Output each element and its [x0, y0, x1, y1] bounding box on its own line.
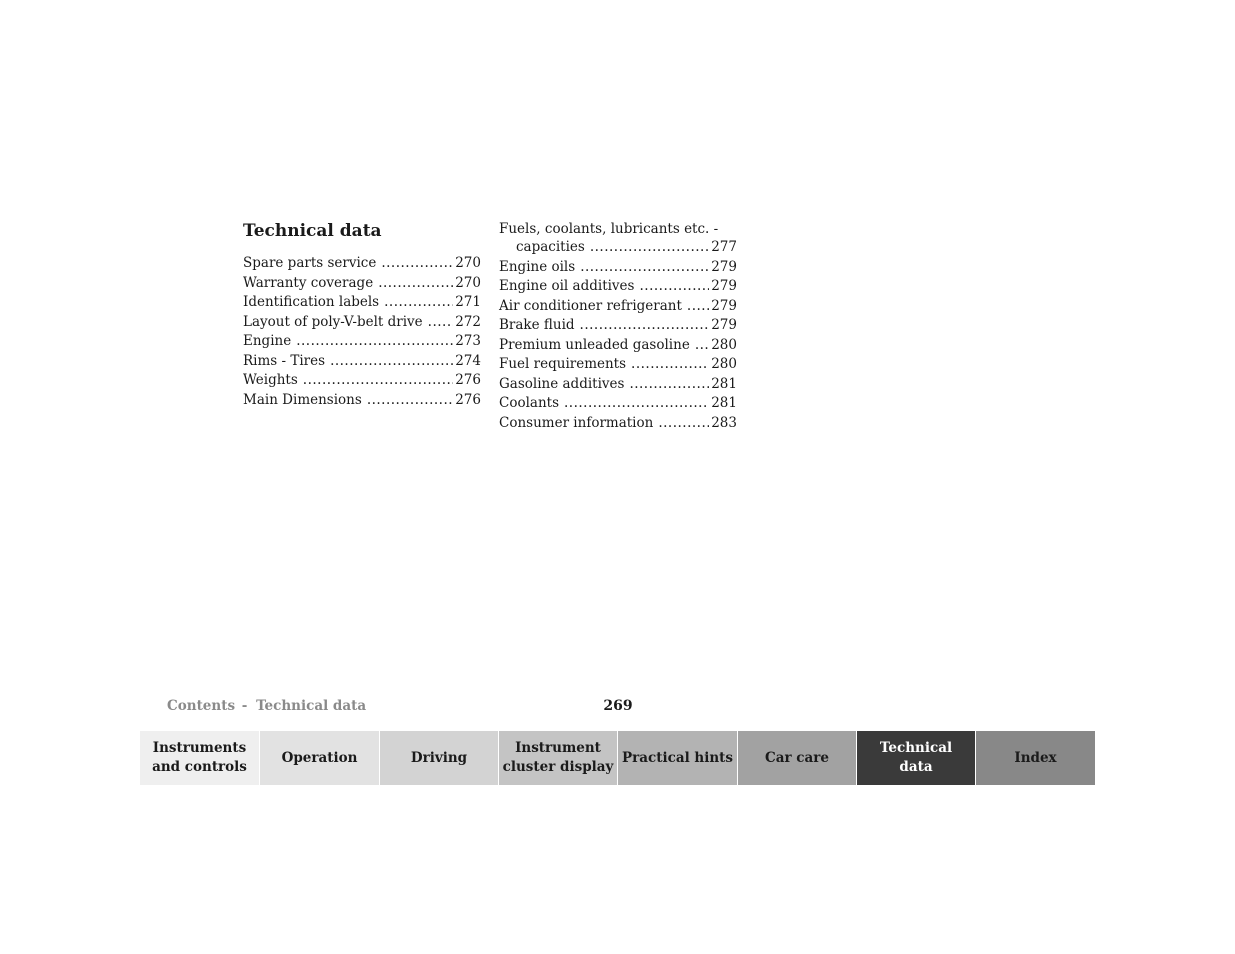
toc-entry-label: Spare parts service [243, 255, 377, 271]
toc-entry-label: Consumer information [499, 414, 654, 431]
breadcrumb [167, 698, 366, 714]
toc-entry-label: Rims - Tires [243, 352, 326, 369]
toc-leader-dots [330, 352, 453, 372]
tab-car-care[interactable] [738, 731, 857, 785]
toc-leader-dots [564, 394, 709, 414]
toc-entry-consumer-information[interactable] [499, 414, 737, 434]
toc-entry-weights[interactable] [243, 371, 481, 391]
page-number: 269 [603, 698, 633, 714]
toc-leader-dots [639, 277, 709, 297]
toc-entry-page: 281 [711, 375, 737, 392]
toc-entry-page: 279 [711, 278, 737, 294]
toc-leader-dots [658, 414, 709, 434]
toc-entry-page: 276 [455, 372, 481, 388]
toc-entry-label: Main Dimensions [243, 391, 362, 408]
tab-technical-data[interactable] [857, 731, 976, 785]
toc-leader-dots [378, 274, 453, 294]
tab-operation[interactable] [260, 731, 380, 785]
toc-leader-dots [428, 313, 454, 333]
tab-label: Car care [765, 749, 829, 766]
breadcrumb-current: Technical data [256, 698, 367, 714]
tab-practical-hints[interactable] [618, 731, 738, 785]
toc-entry-label: Coolants [499, 395, 559, 411]
toc-entry-page: 283 [711, 414, 737, 431]
toc-entry-fuel-requirements[interactable] [499, 355, 737, 375]
tab-label: Practical hints [622, 749, 733, 766]
toc-entry-air-conditioner-refrigerant[interactable] [499, 297, 737, 317]
toc-entry-spare-parts-service[interactable] [243, 254, 481, 274]
breadcrumb-separator: - [241, 698, 248, 714]
toc-leader-dots [580, 258, 709, 278]
toc-leader-dots [367, 391, 453, 411]
tab-index[interactable] [976, 731, 1095, 785]
toc-entry-warranty-coverage[interactable] [243, 274, 481, 294]
toc-entry-page: 276 [455, 391, 481, 408]
toc-entry-label: Premium unleaded gasoline [499, 336, 690, 353]
toc-entry-label: Identification labels [243, 294, 380, 310]
toc-entry-page: 279 [711, 258, 737, 275]
toc-entry-page: 279 [711, 317, 737, 333]
toc-list-left [243, 254, 481, 410]
toc-entry-page: 279 [711, 297, 737, 314]
toc-leader-dots [631, 355, 709, 375]
toc-leader-dots [590, 238, 709, 258]
toc-entry-gasoline-additives[interactable] [499, 375, 737, 395]
toc-leader-dots [384, 293, 453, 313]
section-tab-bar [140, 731, 1095, 785]
toc-entry-page: 277 [711, 239, 737, 255]
toc-entry-engine-oil-additives[interactable] [499, 277, 737, 297]
toc-entry-identification-labels[interactable] [243, 293, 481, 313]
toc-entry-page: 270 [455, 255, 481, 271]
toc-entry-label: Fuel requirements [499, 356, 627, 372]
tab-label: Index [1014, 749, 1057, 766]
toc-entry-label: Engine [243, 333, 292, 349]
tab-label: Instrument cluster display [502, 740, 614, 775]
tab-driving[interactable] [380, 731, 499, 785]
tab-instrument-cluster-display[interactable] [499, 731, 618, 785]
toc-list-right [499, 221, 737, 433]
breadcrumb-contents-link[interactable]: Contents [167, 698, 236, 714]
toc-leader-dots [381, 254, 453, 274]
toc-entry-rims-tires[interactable] [243, 352, 481, 372]
toc-entry-page: 273 [455, 333, 481, 349]
toc-leader-dots [629, 375, 709, 395]
toc-entry-page: 272 [455, 313, 481, 330]
toc-entry-brake-fluid[interactable] [499, 316, 737, 336]
toc-entry-label: Gasoline additives [499, 375, 625, 392]
toc-leader-dots [695, 336, 709, 356]
tab-label: Instruments and controls [152, 740, 247, 775]
tab-instruments-and-controls[interactable] [140, 731, 260, 785]
toc-entry-page: 271 [455, 294, 481, 310]
toc-entry-label: Warranty coverage [243, 274, 374, 291]
toc-entry-coolants[interactable] [499, 394, 737, 414]
toc-entry-page: 280 [711, 356, 737, 372]
toc-entry-capacities[interactable] [499, 238, 737, 258]
toc-entry-label: Fuels, coolants, lubricants etc. - [499, 221, 719, 237]
toc-entry-fuels-coolants-heading [499, 221, 737, 238]
toc-entry-page: 281 [711, 395, 737, 411]
toc-entry-page: 270 [455, 274, 481, 291]
toc-entry-page: 274 [455, 352, 481, 369]
toc-entry-label: Engine oils [499, 258, 576, 275]
toc-leader-dots [687, 297, 709, 317]
toc-entry-label: capacities [516, 239, 585, 255]
section-title: Technical data [243, 221, 382, 241]
toc-entry-label: Brake fluid [499, 317, 575, 333]
toc-entry-engine[interactable] [243, 332, 481, 352]
toc-entry-page: 280 [711, 336, 737, 353]
toc-leader-dots [303, 371, 453, 391]
toc-entry-main-dimensions[interactable] [243, 391, 481, 411]
tab-label: Technical data [879, 740, 953, 775]
toc-entry-label: Engine oil additives [499, 278, 635, 294]
toc-entry-poly-v-belt-drive[interactable] [243, 313, 481, 333]
toc-entry-label: Air conditioner refrigerant [499, 297, 682, 314]
tab-label: Operation [281, 749, 358, 766]
toc-entry-label: Layout of poly-V-belt drive [243, 313, 423, 330]
toc-entry-engine-oils[interactable] [499, 258, 737, 278]
tab-label: Driving [410, 749, 468, 766]
toc-entry-label: Weights [243, 372, 298, 388]
toc-leader-dots [580, 316, 710, 336]
toc-entry-premium-unleaded-gasoline[interactable] [499, 336, 737, 356]
toc-leader-dots [296, 332, 453, 352]
